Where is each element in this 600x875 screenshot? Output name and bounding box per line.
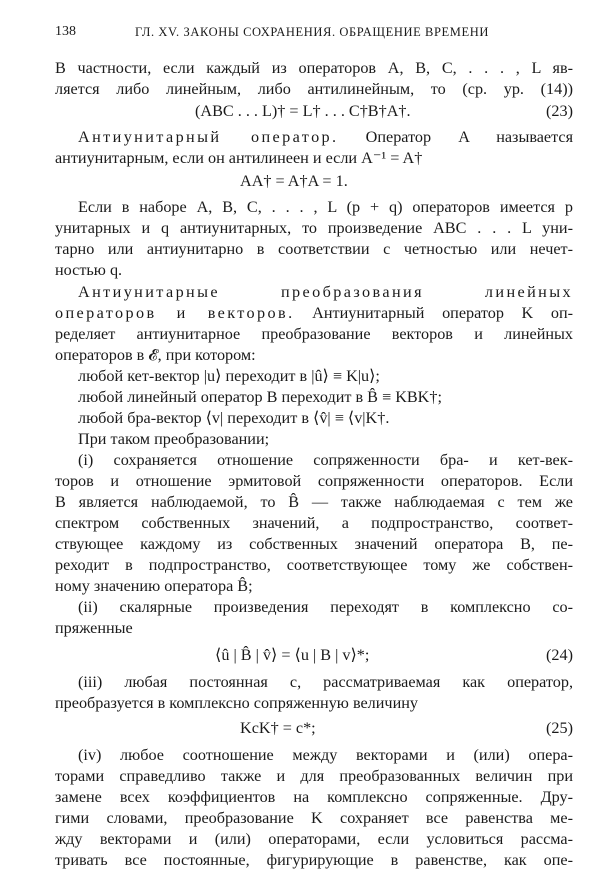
- page-number: 138: [55, 24, 76, 39]
- text-line: торами справедливо также и для преобразованных величин при: [55, 767, 573, 785]
- running-title: ГЛ. XV. ЗАКОНЫ СОХРАНЕНИЯ. ОБРАЩЕНИЕ ВРЕМЕНИ: [135, 25, 489, 39]
- text-run: Антиунитарный оператор K оп-: [312, 304, 574, 322]
- equation-body: KcK† = c*;: [240, 719, 316, 737]
- text-line: ределяет антиунитарное преобразование векторов и линейных: [55, 325, 573, 343]
- text-line: тривать все постоянные, фигурирующие в равенстве, как опе-: [55, 851, 573, 869]
- text-line: ностью q.: [55, 261, 123, 279]
- text-line: тарно или антиунитарно в соответствии с четностью или нечет-: [55, 240, 573, 258]
- text-line: При таком преобразовании;: [78, 430, 270, 448]
- text-line: B является наблюдаемой, то B̂ — также наблюдаемая с тем же: [55, 493, 573, 511]
- text-line: ствующее каждому из собственных значений оператора B, пе-: [55, 535, 573, 553]
- section-run-in-title: Антиунитарный оператор.: [78, 128, 339, 146]
- text-line: ляется либо линейным, либо антилинейным, то (ср. ур. (14)): [55, 80, 573, 98]
- text-line: реходит в подпространство, соответствующее тому же собствен-: [55, 556, 573, 574]
- text-line: [78, 127, 573, 147]
- equation-number: (24): [546, 646, 573, 664]
- text-line: ному значению оператора B̂;: [55, 577, 253, 595]
- text-line: любой кет-вектор |u⟩ переходит в |û⟩ ≡ K|u⟩;: [78, 367, 380, 385]
- text-line: (i) сохраняется отношение сопряженности бра- и кет-век-: [78, 451, 573, 469]
- text-line: жду векторами и (или) операторами, если условиться рассма-: [55, 830, 573, 848]
- equation-body: (ABC . . . L)† = L† . . . C†B†A†.: [195, 102, 411, 120]
- section-run-in-title: операторов и векторов.: [55, 304, 295, 322]
- section-run-in-title: Антиунитарные преобразования линейных: [78, 283, 573, 301]
- text-line: (iii) любая постоянная c, рассматриваемая как оператор,: [78, 673, 573, 691]
- text-line: любой бра-вектор ⟨v| переходит в ⟨v̂| ≡ ⟨v|K†.: [78, 409, 390, 427]
- text-line: преобразуется в комплексно сопряженную величину: [55, 694, 418, 712]
- text-line: любой линейный оператор B переходит в B̂ ≡ KBK†;: [78, 388, 442, 406]
- text-line: (ii) скалярные произведения переходят в комплексно со-: [78, 598, 573, 616]
- text-line: (iv) любое соотношение между векторами и (или) опера-: [78, 746, 573, 764]
- text-line: торов и отношение эрмитовой сопряженности операторов. Если: [55, 472, 573, 490]
- text-line: спектром собственных значений, а подпространство, соответ-: [55, 514, 573, 532]
- text-line: антиунитарным, если он антилинеен и если A⁻¹ = A†: [55, 149, 423, 167]
- text-line: операторов в 𝓔, при котором:: [55, 346, 256, 364]
- equation-number: (23): [546, 102, 573, 120]
- equation-body: ⟨û | B̂ | v̂⟩ = ⟨u | B | v⟩*;: [215, 646, 370, 664]
- text-line: гими словами, преобразование K сохраняет все равенства ме-: [55, 809, 573, 827]
- text-line: замене всех коэффициентов на комплексно сопряженные. Дру-: [55, 788, 573, 806]
- text-line: унитарных и q антиунитарных, то произведение ABC . . . L уни-: [55, 219, 573, 237]
- text-line: [55, 303, 573, 323]
- text-run: Оператор A называется: [365, 128, 574, 146]
- equation-number: (25): [546, 719, 573, 737]
- text-line: В частности, если каждый из операторов A, B, C, . . . , L яв-: [55, 59, 573, 77]
- text-line: Если в наборе A, B, C, . . . , L (p + q) операторов имеется p: [78, 198, 573, 216]
- text-line: пряженные: [55, 619, 133, 637]
- equation-body: AA† = A†A = 1.: [240, 172, 348, 190]
